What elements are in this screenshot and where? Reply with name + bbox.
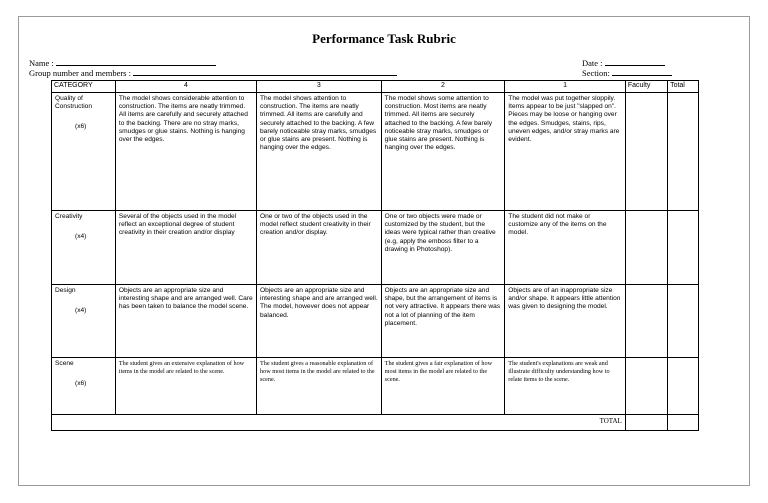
total-label: TOTAL [52, 415, 626, 431]
section-field[interactable] [582, 67, 672, 78]
faculty-score-cell[interactable] [625, 93, 667, 211]
table-row [52, 93, 699, 211]
header-row [52, 81, 699, 93]
table-row [52, 211, 699, 285]
category-cell [52, 285, 116, 358]
category-name: Design [55, 287, 76, 294]
header-score-3: 3 [257, 81, 382, 93]
date-blank-line [605, 57, 665, 66]
criteria-cell: Objects are an appropriate size and shape, but the arrangement of items is not very attractive. It appears there was not a lot of planning of the item placement. [381, 285, 505, 358]
faculty-score-cell[interactable] [625, 211, 667, 285]
criteria-cell: The model shows considerable attention to construction. The items are neatly trimmed. All items are carefully and securely attached to the backing. There are no stray marks, smudges or glue stains. Nothing is hanging over the edges. [115, 93, 256, 211]
criteria-cell: The model shows attention to construction. The items are neatly trimmed. All items are carefully and securely attached to the backing. A few barely noticeable stray marks, smudges or glue stains are present. Nothing is hanging over the edges. [257, 93, 382, 211]
total-score-cell[interactable] [668, 93, 699, 211]
criteria-cell: One or two objects were made or customized by the student, but the ideas were typical rather than creative (e.g, apply the emboss filter to a drawing in Photoshop). [381, 211, 505, 285]
faculty-total-cell[interactable] [625, 415, 667, 431]
faculty-score-cell[interactable] [625, 285, 667, 358]
section-label: Section: [582, 68, 610, 78]
document-title: Performance Task Rubric [312, 31, 456, 46]
category-points: (x4) [75, 233, 87, 241]
total-score-cell[interactable] [668, 211, 699, 285]
header-score-2: 2 [381, 81, 505, 93]
criteria-cell: One or two of the objects used in the model reflect student creativity in their creation and/or display. [257, 211, 382, 285]
name-label: Name : [29, 58, 54, 68]
faculty-score-cell[interactable] [625, 358, 667, 415]
total-row [52, 415, 699, 431]
group-blank-line [133, 67, 397, 76]
header-total: Total [668, 81, 699, 93]
group-field[interactable] [29, 67, 397, 78]
category-cell [52, 93, 116, 211]
category-cell [52, 358, 116, 415]
header-score-1: 1 [505, 81, 626, 93]
table-row [52, 358, 699, 415]
category-name: Scene [55, 360, 74, 367]
criteria-cell: The student gives a fair explanation of how most items in the model are related to the scene. [381, 358, 505, 415]
criteria-cell: The model shows some attention to construction. Most items are neatly trimmed. All items are securely attached to the backing. A few barely noticeable stray marks, smudges or glue stains are present. Nothing is hanging over the edges. [381, 93, 505, 211]
criteria-cell: Objects are an appropriate size and interesting shape and are arranged well. The model, however does not appear balanced. [257, 285, 382, 358]
category-name: Quality of Construction [55, 95, 93, 111]
name-blank-line [56, 57, 216, 66]
grand-total-cell[interactable] [668, 415, 699, 431]
criteria-cell: The student's explanations are weak and illustrate difficulty understanding how to relate items to the scene. [505, 358, 626, 415]
category-cell [52, 211, 116, 285]
criteria-cell: Objects are an appropriate size and interesting shape and are arranged well. Care has been taken to balance the model scene. [115, 285, 256, 358]
total-score-cell[interactable] [668, 285, 699, 358]
category-points: (x6) [75, 380, 87, 388]
criteria-cell: The model was put together sloppily. Items appear to be just "slapped on". Pieces may be loose or hanging over the edges. Smudges, stains, rips, uneven edges, and/or stray marks are evident. [505, 93, 626, 211]
header-score-4: 4 [115, 81, 256, 93]
category-name: Creativity [55, 213, 83, 220]
group-label: Group number and members : [29, 68, 131, 78]
date-label: Date : [582, 58, 603, 68]
criteria-cell: Several of the objects used in the model reflect an exceptional degree of student creativity in their creation and/or display [115, 211, 256, 285]
criteria-cell: Objects are of an inappropriate size and/or shape. It appears little attention was given to designing the model. [505, 285, 626, 358]
category-points: (x4) [75, 307, 87, 315]
rubric-table [51, 80, 699, 431]
criteria-cell: The student did not make or customize any of the items on the model. [505, 211, 626, 285]
category-points: (x6) [75, 123, 87, 131]
total-score-cell[interactable] [668, 358, 699, 415]
table-row [52, 285, 699, 358]
header-faculty: Faculty [625, 81, 667, 93]
criteria-cell: The student gives a reasonable explanation of how most items in the model are related to the scene. [257, 358, 382, 415]
section-blank-line [612, 67, 672, 76]
criteria-cell: The student gives an extensive explanation of how items in the model are related to the scene. [115, 358, 256, 415]
header-category: CATEGORY [52, 81, 116, 93]
